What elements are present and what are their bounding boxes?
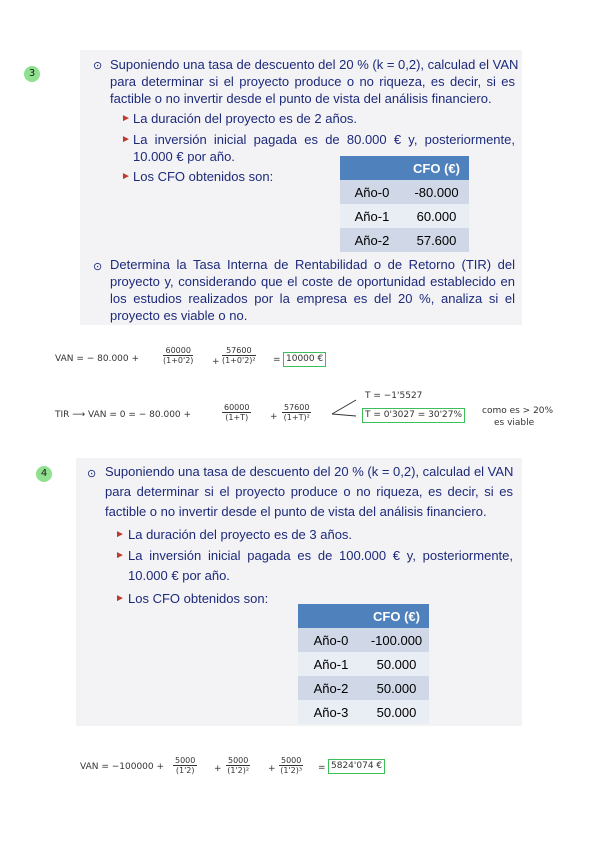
ex4-hand-plus: + xyxy=(268,764,276,774)
frac-numerator: 5000 xyxy=(175,756,196,765)
ex3-hand-root-positive: T = 0'3027 = 30'27% xyxy=(362,408,465,423)
frac-denominator: (1+T)² xyxy=(283,413,310,422)
ex3-q2-line3: los estudios realizados por la empresa es del 20 %, analiza si el xyxy=(110,291,515,306)
row-value: 50.000 xyxy=(364,652,429,676)
table-header-empty xyxy=(298,604,364,628)
frac-denominator: (1'2)³ xyxy=(280,766,303,775)
row-value: 50.000 xyxy=(364,676,429,700)
branch-arrows-icon xyxy=(330,396,360,426)
ex4-q1-line3: factible o no invertir desde el punto de vista del análisis financiero. xyxy=(105,504,487,519)
ex3-q1-line2: para determinar si el proyecto produce o no riqueza, es decir, si es xyxy=(110,74,515,89)
triangle-bullet-icon: ► xyxy=(115,550,125,561)
ex3-q1-line3: factible o no invertir desde el punto de vista del análisis financiero. xyxy=(110,91,492,106)
row-value: -100.000 xyxy=(364,628,429,652)
ex4-q1-line2: para determinar si el proyecto produce o no riqueza, es decir, si es xyxy=(105,484,513,499)
ex4-item-investment-cont: 10.000 € por año. xyxy=(128,568,230,583)
row-label: Año-0 xyxy=(340,180,404,204)
ex4-hand-van-result: 5824'074 € xyxy=(328,759,385,774)
row-label: Año-0 xyxy=(298,628,364,652)
ex3-hand-equals: = xyxy=(273,355,281,365)
row-label: Año-1 xyxy=(298,652,364,676)
row-value: 57.600 xyxy=(404,228,469,252)
table-header-cfo: CFO (€) xyxy=(404,156,469,180)
ex3-item-duration: La duración del proyecto es de 2 años. xyxy=(133,111,358,126)
circle-bullet-icon: ⊙ xyxy=(93,60,103,72)
ex3-hand-tir-frac2 xyxy=(282,403,311,422)
table-row xyxy=(340,180,469,204)
frac-denominator: (1+T) xyxy=(225,413,249,422)
table-row xyxy=(340,204,469,228)
ex3-item-cfo: Los CFO obtenidos son: xyxy=(133,169,274,184)
ex3-item-investment-cont: 10.000 € por año. xyxy=(133,149,235,164)
table-row xyxy=(298,700,429,724)
table-row xyxy=(298,652,429,676)
ex3-q2-line4: proyecto es viable o no. xyxy=(110,308,248,323)
table-header-row xyxy=(298,604,429,628)
circle-bullet-icon: ⊙ xyxy=(87,468,97,480)
frac-denominator: (1+0'2)² xyxy=(222,356,256,365)
ex4-hand-equals: = xyxy=(318,763,326,773)
exercise-3-badge: 3 xyxy=(24,66,40,82)
exercise-4-badge: 4 xyxy=(36,466,52,482)
ex3-cfo-table xyxy=(340,156,469,252)
ex4-hand-plus: + xyxy=(214,764,222,774)
frac-denominator: (1+0'2) xyxy=(163,356,194,365)
triangle-bullet-icon: ► xyxy=(121,134,131,145)
triangle-bullet-icon: ► xyxy=(115,593,125,604)
ex3-hand-note-line1: como es > 20% xyxy=(482,406,554,416)
circle-bullet-icon: ⊙ xyxy=(93,261,103,273)
ex3-hand-van-lhs: VAN = − 80.000 + xyxy=(55,354,140,364)
ex4-hand-van-lhs: VAN = −100000 + xyxy=(80,762,165,772)
table-header-empty xyxy=(340,156,404,180)
ex3-q2-line1: Determina la Tasa Interna de Rentabilidad o de Retorno (TIR) del xyxy=(110,257,515,272)
table-row xyxy=(298,676,429,700)
table-header-row xyxy=(340,156,469,180)
ex4-item-cfo: Los CFO obtenidos son: xyxy=(128,591,269,606)
triangle-bullet-icon: ► xyxy=(115,529,125,540)
ex3-hand-plus: + xyxy=(270,412,278,422)
ex3-hand-root-negative: T = −1'5527 xyxy=(365,391,423,401)
frac-numerator: 5000 xyxy=(281,756,302,765)
triangle-bullet-icon: ► xyxy=(121,113,131,124)
frac-numerator: 60000 xyxy=(224,403,250,412)
row-label: Año-1 xyxy=(340,204,404,228)
table-header-cfo: CFO (€) xyxy=(364,604,429,628)
ex3-hand-frac2 xyxy=(222,346,256,365)
frac-numerator: 5000 xyxy=(228,756,249,765)
ex3-hand-tir-lhs: TIR ⟶ VAN = 0 = − 80.000 + xyxy=(55,410,192,420)
ex4-item-duration: La duración del proyecto es de 3 años. xyxy=(128,527,353,542)
frac-numerator: 57600 xyxy=(222,346,256,356)
row-label: Año-2 xyxy=(298,676,364,700)
ex3-q1-line1: Suponiendo una tasa de descuento del 20 % (k = 0,2), calculad el VAN xyxy=(110,57,519,72)
frac-denominator: (1'2) xyxy=(175,766,195,775)
row-label: Año-3 xyxy=(298,700,364,724)
frac-denominator: (1'2)² xyxy=(227,766,250,775)
row-label: Año-2 xyxy=(340,228,404,252)
ex3-hand-note-line2: es viable xyxy=(494,418,535,428)
row-value: -80.000 xyxy=(404,180,469,204)
row-value: 60.000 xyxy=(404,204,469,228)
frac-numerator: 60000 xyxy=(163,346,193,356)
ex4-item-investment: La inversión inicial pagada es de 100.000 € y, posteriormente, xyxy=(128,548,513,563)
ex4-cfo-table xyxy=(298,604,429,724)
ex4-hand-frac2 xyxy=(226,756,250,775)
ex4-q1-line1: Suponiendo una tasa de descuento del 20 % (k = 0,2), calculad el VAN xyxy=(105,464,514,479)
ex3-hand-tir-frac1 xyxy=(222,403,251,422)
ex3-hand-frac1 xyxy=(163,346,193,365)
table-row xyxy=(340,228,469,252)
ex4-hand-frac3 xyxy=(279,756,303,775)
row-value: 50.000 xyxy=(364,700,429,724)
ex3-item-investment: La inversión inicial pagada es de 80.000 € y, posteriormente, xyxy=(133,132,515,147)
frac-numerator: 57600 xyxy=(284,403,310,412)
ex3-hand-plus: + xyxy=(212,357,220,367)
triangle-bullet-icon: ► xyxy=(121,171,131,182)
ex3-hand-van-result: 10000 € xyxy=(283,352,326,367)
ex3-q2-line2: proyecto y, considerando que el coste de oportunidad establecido en xyxy=(110,274,515,289)
ex4-hand-frac1 xyxy=(173,756,197,775)
table-row xyxy=(298,628,429,652)
